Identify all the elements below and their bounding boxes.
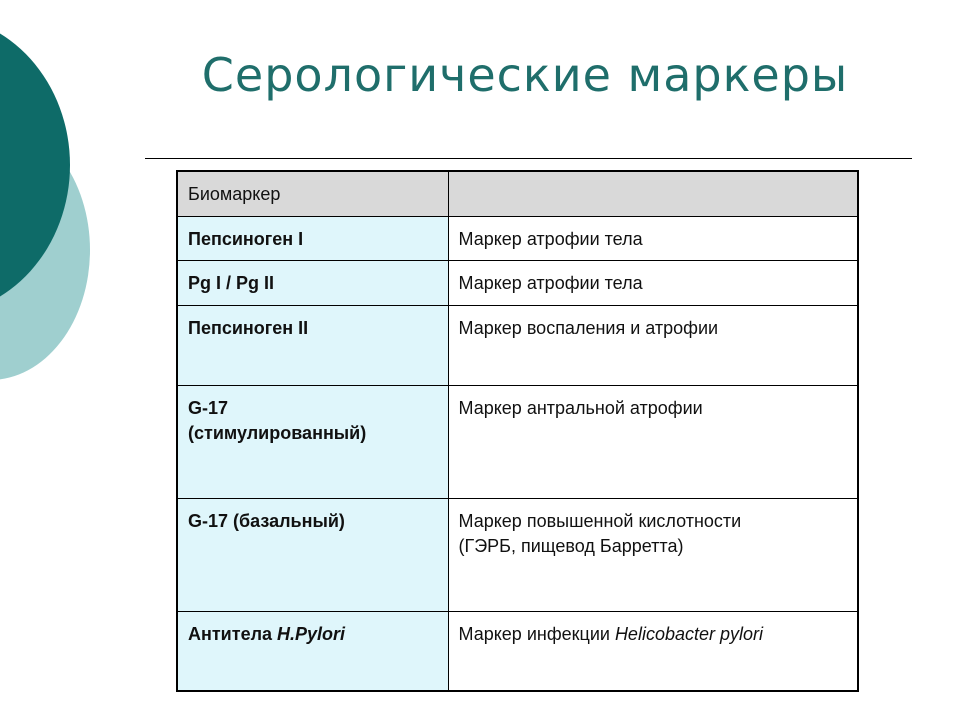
description-cell xyxy=(448,611,858,691)
header-cell-description xyxy=(448,171,858,216)
marker-cell: Пепсиноген II xyxy=(177,305,448,385)
description-cell xyxy=(448,498,858,611)
header-cell-biomarker: Биомаркер xyxy=(177,171,448,216)
description-cell: Маркер атрофии тела xyxy=(448,260,858,305)
table-row xyxy=(177,305,858,385)
marker-cell xyxy=(177,611,448,691)
description-cell: Маркер антральной атрофии xyxy=(448,385,858,498)
description-cell: Маркер воспаления и атрофии xyxy=(448,305,858,385)
table-header-row xyxy=(177,171,858,216)
description-line: (ГЭРБ, пищевод Барретта) xyxy=(458,535,684,556)
marker-cell: Pg I / Pg II xyxy=(177,260,448,305)
table-row xyxy=(177,385,858,498)
table-row xyxy=(177,216,858,260)
marker-line: G-17 xyxy=(188,397,229,418)
slide-title: Серологические маркеры xyxy=(201,48,849,102)
description-prefix: Маркер инфекции xyxy=(458,623,615,644)
table-row xyxy=(177,260,858,305)
table-row xyxy=(177,498,858,611)
marker-cell: G-17 (базальный) xyxy=(177,498,448,611)
marker-line: (стимулированный) xyxy=(188,422,367,443)
marker-cell xyxy=(177,385,448,498)
table-row xyxy=(177,611,858,691)
marker-italic: H.Pylori xyxy=(277,623,346,644)
marker-prefix: Антитела xyxy=(188,623,278,644)
description-line: Маркер повышенной кислотности xyxy=(458,510,742,531)
marker-cell: Пепсиноген I xyxy=(177,216,448,260)
title-divider xyxy=(145,158,912,159)
markers-table xyxy=(176,170,859,692)
description-italic: Helicobacter pylori xyxy=(614,623,763,644)
description-cell: Маркер атрофии тела xyxy=(448,216,858,260)
